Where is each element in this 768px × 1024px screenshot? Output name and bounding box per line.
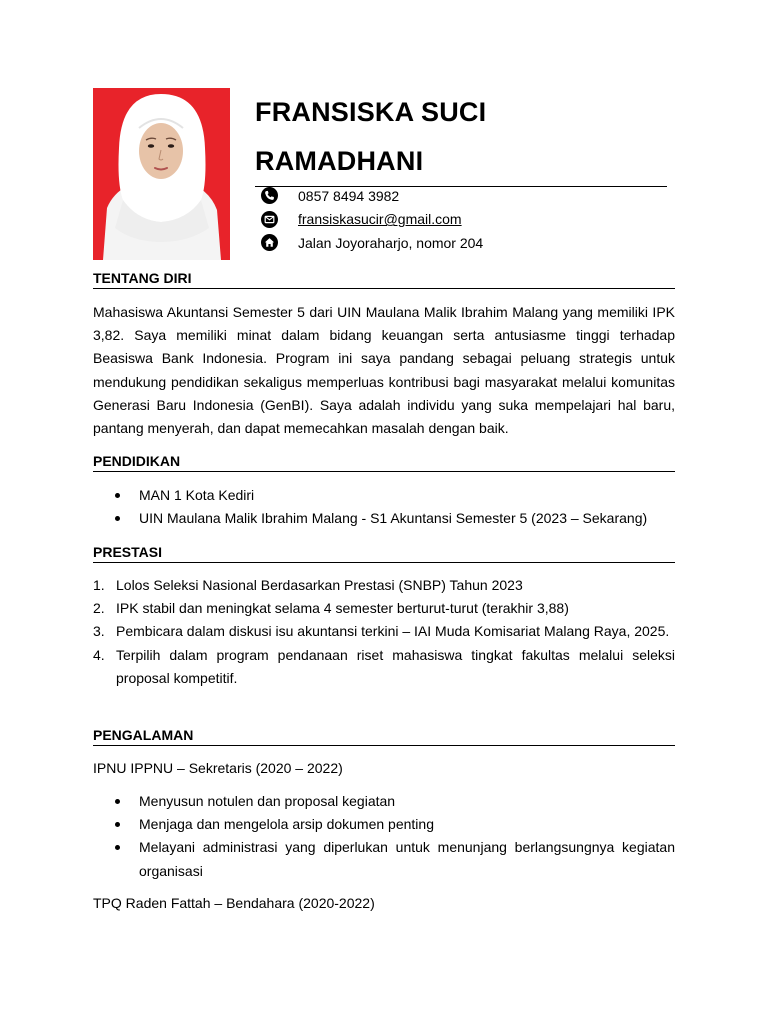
item-text: Pembicara dalam diskusi isu akuntansi terkini – IAI Muda Komisariat Malang Raya, 2025. bbox=[116, 623, 670, 640]
experience-job-1-duties bbox=[93, 790, 675, 883]
list-item bbox=[93, 574, 675, 597]
list-item bbox=[93, 620, 675, 643]
list-item: Menjaga dan mengelola arsip dokumen penting bbox=[93, 813, 675, 836]
contact-list bbox=[261, 184, 483, 255]
section-title-education: PENDIDIKAN bbox=[93, 452, 675, 472]
profile-photo-illustration bbox=[93, 88, 230, 260]
email-icon bbox=[261, 211, 278, 228]
list-item: UIN Maulana Malik Ibrahim Malang - S1 Akuntansi Semester 5 (2023 – Sekarang) bbox=[93, 507, 675, 530]
contact-address bbox=[261, 231, 483, 255]
phone-icon bbox=[261, 187, 278, 204]
name-block bbox=[255, 88, 667, 187]
section-title-achievements: PRESTASI bbox=[93, 543, 675, 563]
item-text: Lolos Seleksi Nasional Berdasarkan Prestasi (SNBP) Tahun 2023 bbox=[116, 577, 523, 593]
email-link[interactable]: fransiskasucir@gmail.com bbox=[298, 211, 462, 228]
name-second-line: RAMADHANI bbox=[255, 137, 667, 187]
profile-photo bbox=[93, 88, 230, 260]
contact-email bbox=[261, 208, 483, 232]
contact-phone bbox=[261, 184, 483, 208]
name-first-line: FRANSISKA SUCI bbox=[255, 97, 487, 127]
phone-number: 0857 8494 3982 bbox=[298, 187, 400, 204]
item-text: Terpilih dalam program pendanaan riset mahasiswa tingkat fakultas melalui seleksi proposal kompetitif. bbox=[116, 646, 675, 686]
home-icon bbox=[261, 234, 278, 251]
experience-job-2: TPQ Raden Fattah – Bendahara (2020-2022) bbox=[93, 895, 375, 911]
item-number: 4. bbox=[93, 646, 105, 663]
item-number: 2. bbox=[93, 600, 105, 617]
experience-job-1: IPNU IPPNU – Sekretaris (2020 – 2022) bbox=[93, 760, 343, 776]
achievements-list bbox=[93, 574, 675, 690]
list-item: Melayani administrasi yang diperlukan untuk menunjang berlangsungnya kegiatan organisasi bbox=[93, 836, 675, 882]
item-number: 1. bbox=[93, 577, 105, 593]
address-text: Jalan Joyoraharjo, nomor 204 bbox=[298, 234, 484, 251]
list-item bbox=[93, 644, 675, 690]
education-list bbox=[93, 484, 675, 530]
item-number: 3. bbox=[93, 623, 105, 640]
list-item bbox=[93, 597, 675, 620]
list-item: Menyusun notulen dan proposal kegiatan bbox=[93, 790, 675, 813]
list-item: MAN 1 Kota Kediri bbox=[93, 484, 675, 507]
item-text: IPK stabil dan meningkat selama 4 semester berturut-turut (terakhir 3,88) bbox=[116, 600, 569, 617]
about-paragraph: Mahasiswa Akuntansi Semester 5 dari UIN Maulana Malik Ibrahim Malang yang memiliki IPK 3,82. Saya memiliki minat dalam bidang keuangan serta antusiasme tinggi terhadap Beasiswa Bank Indonesia. Program ini saya pandang sebagai peluang strategis untuk mendukung pendidikan sekaligus memperluas kontribusi bagi masyarakat melalui komunitas Generasi Baru Indonesia (GenBI). Saya adalah individu yang suka mempelajari hal baru, pantang menyerah, dan dapat memecahkan masalah dengan baik. bbox=[93, 304, 675, 437]
section-title-about: TENTANG DIRI bbox=[93, 269, 675, 289]
section-title-experience: PENGALAMAN bbox=[93, 726, 675, 746]
